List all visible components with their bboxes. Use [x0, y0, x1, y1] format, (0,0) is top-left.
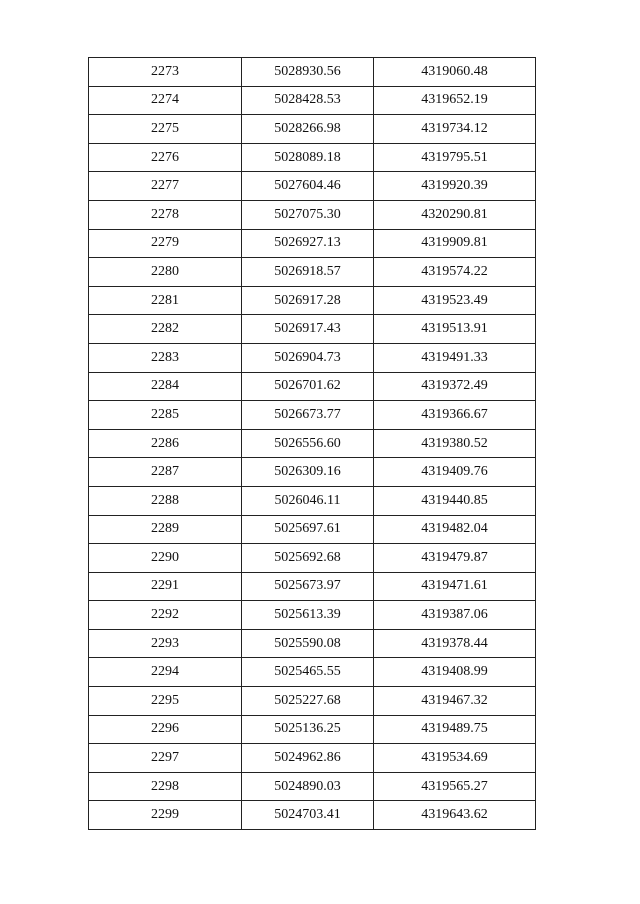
- point-number-cell: 2277: [89, 172, 242, 201]
- table-row: [89, 343, 536, 372]
- table-row: [89, 429, 536, 458]
- table-row: [89, 629, 536, 658]
- table-row: [89, 372, 536, 401]
- x-coordinate-cell: 5024962.86: [242, 744, 374, 773]
- table-row: [89, 772, 536, 801]
- y-coordinate-cell: 4320290.81: [374, 200, 536, 229]
- y-coordinate-cell: 4319734.12: [374, 115, 536, 144]
- x-coordinate-cell: 5026904.73: [242, 343, 374, 372]
- y-coordinate-cell: 4319387.06: [374, 601, 536, 630]
- point-number-cell: 2287: [89, 458, 242, 487]
- y-coordinate-cell: 4319523.49: [374, 286, 536, 315]
- point-number-cell: 2278: [89, 200, 242, 229]
- table-row: [89, 401, 536, 430]
- x-coordinate-cell: 5025590.08: [242, 629, 374, 658]
- point-number-cell: 2288: [89, 486, 242, 515]
- table-row: [89, 458, 536, 487]
- y-coordinate-cell: 4319574.22: [374, 258, 536, 287]
- point-number-cell: 2297: [89, 744, 242, 773]
- y-coordinate-cell: 4319060.48: [374, 58, 536, 87]
- y-coordinate-cell: 4319565.27: [374, 772, 536, 801]
- point-number-cell: 2298: [89, 772, 242, 801]
- table-row: [89, 801, 536, 830]
- y-coordinate-cell: 4319467.32: [374, 687, 536, 716]
- coordinate-table: [88, 57, 536, 830]
- x-coordinate-cell: 5026309.16: [242, 458, 374, 487]
- y-coordinate-cell: 4319534.69: [374, 744, 536, 773]
- point-number-cell: 2291: [89, 572, 242, 601]
- y-coordinate-cell: 4319440.85: [374, 486, 536, 515]
- point-number-cell: 2276: [89, 143, 242, 172]
- x-coordinate-cell: 5026556.60: [242, 429, 374, 458]
- table-row: [89, 229, 536, 258]
- point-number-cell: 2295: [89, 687, 242, 716]
- coordinate-table-body: [89, 58, 536, 830]
- point-number-cell: 2289: [89, 515, 242, 544]
- point-number-cell: 2280: [89, 258, 242, 287]
- x-coordinate-cell: 5026701.62: [242, 372, 374, 401]
- y-coordinate-cell: 4319920.39: [374, 172, 536, 201]
- x-coordinate-cell: 5024890.03: [242, 772, 374, 801]
- table-row: [89, 143, 536, 172]
- table-row: [89, 658, 536, 687]
- x-coordinate-cell: 5026917.43: [242, 315, 374, 344]
- point-number-cell: 2294: [89, 658, 242, 687]
- y-coordinate-cell: 4319489.75: [374, 715, 536, 744]
- point-number-cell: 2284: [89, 372, 242, 401]
- y-coordinate-cell: 4319482.04: [374, 515, 536, 544]
- y-coordinate-cell: 4319372.49: [374, 372, 536, 401]
- point-number-cell: 2285: [89, 401, 242, 430]
- x-coordinate-cell: 5028428.53: [242, 86, 374, 115]
- x-coordinate-cell: 5026918.57: [242, 258, 374, 287]
- y-coordinate-cell: 4319408.99: [374, 658, 536, 687]
- table-row: [89, 572, 536, 601]
- y-coordinate-cell: 4319409.76: [374, 458, 536, 487]
- x-coordinate-cell: 5025613.39: [242, 601, 374, 630]
- point-number-cell: 2279: [89, 229, 242, 258]
- x-coordinate-cell: 5027604.46: [242, 172, 374, 201]
- y-coordinate-cell: 4319479.87: [374, 544, 536, 573]
- x-coordinate-cell: 5028266.98: [242, 115, 374, 144]
- x-coordinate-cell: 5025465.55: [242, 658, 374, 687]
- point-number-cell: 2290: [89, 544, 242, 573]
- y-coordinate-cell: 4319378.44: [374, 629, 536, 658]
- y-coordinate-cell: 4319909.81: [374, 229, 536, 258]
- x-coordinate-cell: 5026927.13: [242, 229, 374, 258]
- table-row: [89, 601, 536, 630]
- y-coordinate-cell: 4319652.19: [374, 86, 536, 115]
- y-coordinate-cell: 4319795.51: [374, 143, 536, 172]
- x-coordinate-cell: 5025227.68: [242, 687, 374, 716]
- table-row: [89, 486, 536, 515]
- x-coordinate-cell: 5028089.18: [242, 143, 374, 172]
- point-number-cell: 2283: [89, 343, 242, 372]
- table-row: [89, 286, 536, 315]
- table-row: [89, 172, 536, 201]
- table-row: [89, 544, 536, 573]
- x-coordinate-cell: 5026673.77: [242, 401, 374, 430]
- table-row: [89, 315, 536, 344]
- point-number-cell: 2299: [89, 801, 242, 830]
- point-number-cell: 2293: [89, 629, 242, 658]
- x-coordinate-cell: 5025692.68: [242, 544, 374, 573]
- point-number-cell: 2286: [89, 429, 242, 458]
- point-number-cell: 2281: [89, 286, 242, 315]
- y-coordinate-cell: 4319643.62: [374, 801, 536, 830]
- point-number-cell: 2273: [89, 58, 242, 87]
- table-row: [89, 515, 536, 544]
- y-coordinate-cell: 4319471.61: [374, 572, 536, 601]
- point-number-cell: 2296: [89, 715, 242, 744]
- table-row: [89, 115, 536, 144]
- point-number-cell: 2292: [89, 601, 242, 630]
- table-row: [89, 258, 536, 287]
- y-coordinate-cell: 4319513.91: [374, 315, 536, 344]
- x-coordinate-cell: 5025136.25: [242, 715, 374, 744]
- table-row: [89, 200, 536, 229]
- y-coordinate-cell: 4319491.33: [374, 343, 536, 372]
- table-row: [89, 86, 536, 115]
- point-number-cell: 2274: [89, 86, 242, 115]
- y-coordinate-cell: 4319366.67: [374, 401, 536, 430]
- x-coordinate-cell: 5026046.11: [242, 486, 374, 515]
- table-row: [89, 744, 536, 773]
- table-row: [89, 687, 536, 716]
- x-coordinate-cell: 5027075.30: [242, 200, 374, 229]
- table-row: [89, 715, 536, 744]
- point-number-cell: 2282: [89, 315, 242, 344]
- point-number-cell: 2275: [89, 115, 242, 144]
- x-coordinate-cell: 5024703.41: [242, 801, 374, 830]
- x-coordinate-cell: 5028930.56: [242, 58, 374, 87]
- y-coordinate-cell: 4319380.52: [374, 429, 536, 458]
- table-row: [89, 58, 536, 87]
- x-coordinate-cell: 5025697.61: [242, 515, 374, 544]
- x-coordinate-cell: 5025673.97: [242, 572, 374, 601]
- x-coordinate-cell: 5026917.28: [242, 286, 374, 315]
